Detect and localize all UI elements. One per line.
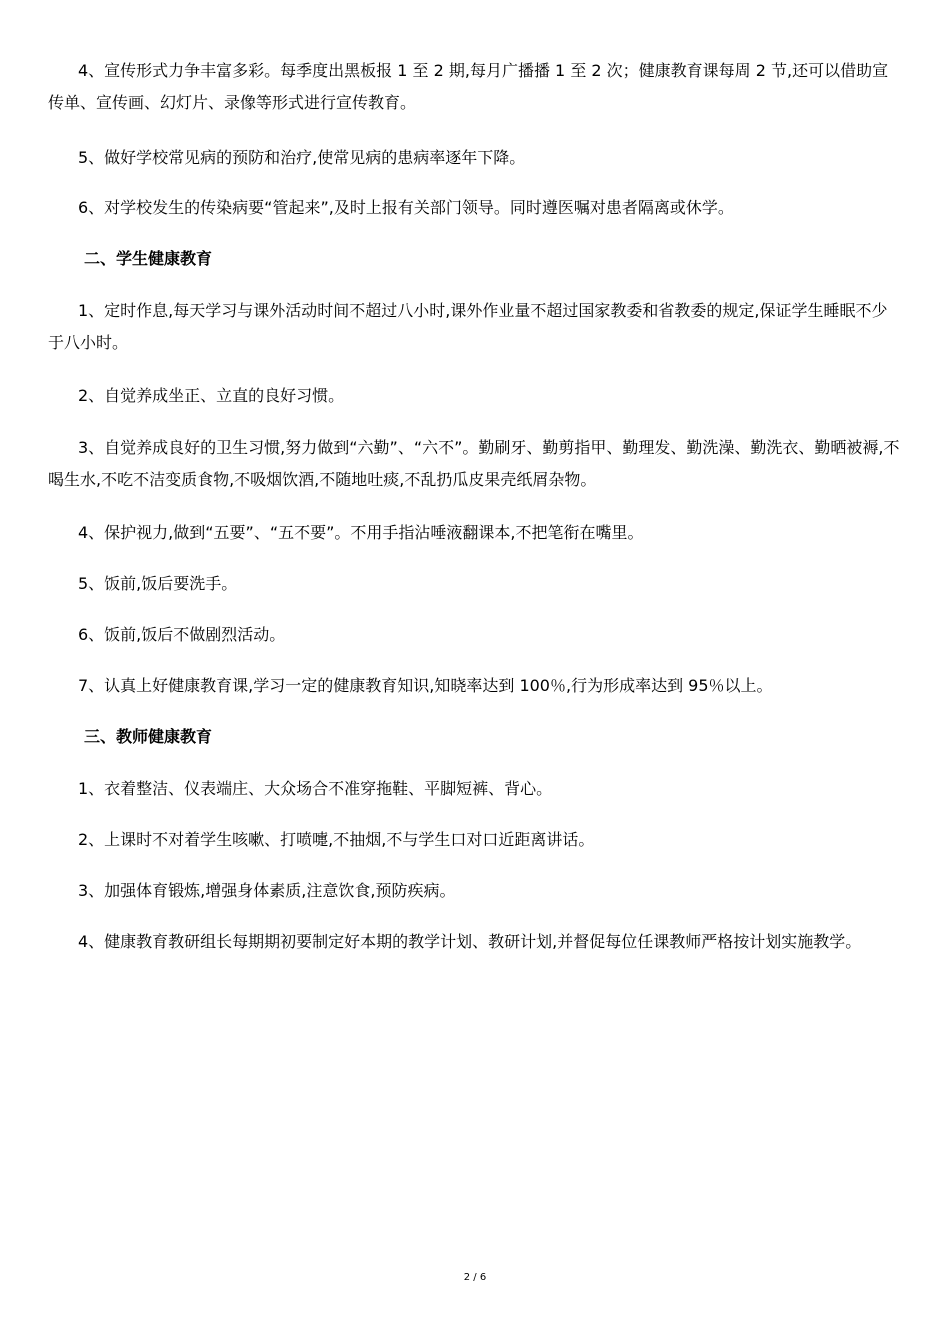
page-number: 2 / 6 [463,1272,487,1283]
paragraph-student-2: 2、自觉养成坐正、立直的良好习惯。 [78,386,345,405]
section-heading-teacher-health: 三、教师健康教育 [84,727,213,746]
paragraph-student-6: 6、饭前,饭后不做剧烈活动。 [78,625,286,644]
paragraph-student-7: 7、认真上好健康教育课,学习一定的健康教育知识,知晓率达到 100％,行为形成率达到 95％以上。 [78,676,773,695]
paragraph-publicity-forms: 4、宣传形式力争丰富多彩。每季度出黑板报 1 至 2 期,每月广播播 1 至 2 次；健康教育课每周 2 节,还可以借助宣传单、宣传画、幻灯片、录像等形式进行宣传教育。 [48,61,889,112]
paragraph-teacher-1: 1、衣着整洁、仪表端庄、大众场合不准穿拖鞋、平脚短裤、背心。 [78,779,553,798]
paragraph-student-4: 4、保护视力,做到“五要”、“五不要”。不用手指沾唾液翻课本,不把笔衔在嘴里。 [78,523,644,542]
paragraph-common-disease: 5、做好学校常见病的预防和治疗,使常见病的患病率逐年下降。 [78,148,526,167]
paragraph-teacher-3: 3、加强体育锻炼,增强身体素质,注意饮食,预防疾病。 [78,881,456,900]
paragraph-student-1: 1、定时作息,每天学习与课外活动时间不超过八小时,课外作业量不超过国家教委和省教委的规定,保证学生睡眠不少于八小时。 [48,301,888,352]
paragraph-teacher-2: 2、上课时不对着学生咳嗽、打喷嚏,不抽烟,不与学生口对口近距离讲话。 [78,830,595,849]
section-heading-student-health: 二、学生健康教育 [84,249,213,268]
paragraph-teacher-4: 4、健康教育教研组长每期期初要制定好本期的教学计划、教研计划,并督促每位任课教师严格按计划实施教学。 [78,932,862,951]
paragraph-student-3: 3、自觉养成良好的卫生习惯,努力做到“六勤”、“六不”。勤刷牙、勤剪指甲、勤理发、勤洗澡、勤洗衣、勤晒被褥,不喝生水,不吃不洁变质食物,不吸烟饮酒,不随地吐痰,不乱扔瓜皮果壳纸屑杂物。 [48,438,900,489]
paragraph-student-5: 5、饭前,饭后要洗手。 [78,574,238,593]
paragraph-infectious-disease: 6、对学校发生的传染病要“管起来”,及时上报有关部门领导。同时遵医嘱对患者隔离或休学。 [78,198,734,217]
